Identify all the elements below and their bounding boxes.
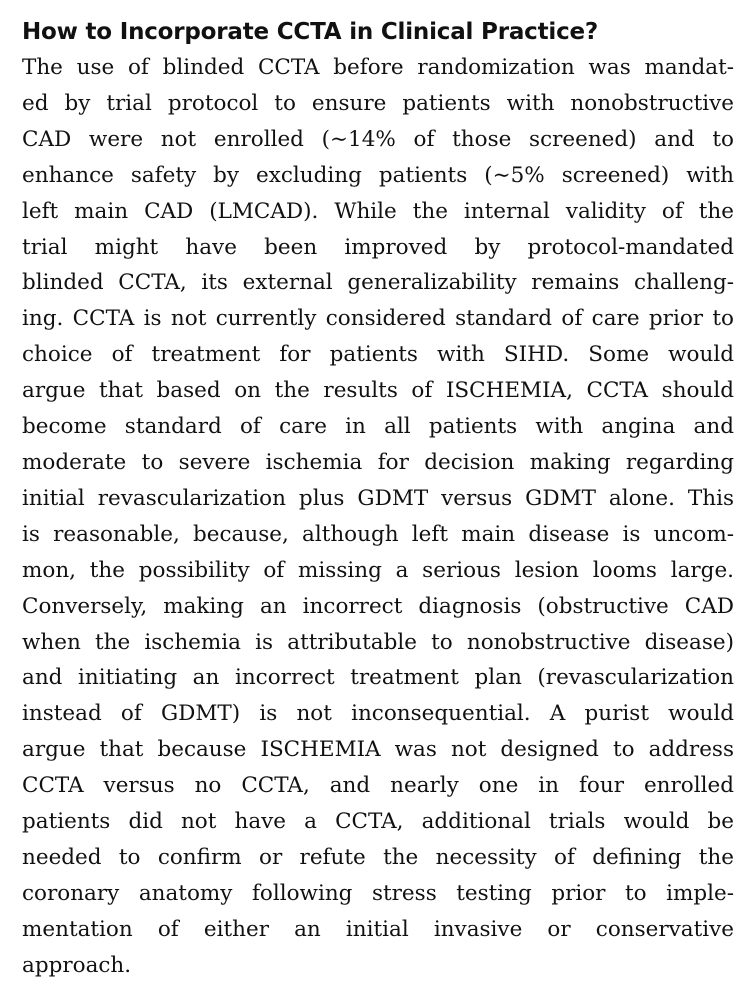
paragraph-line: instead of GDMT) is not inconsequential. A purist would [22,701,734,727]
paragraph-line: needed to confirm or refute the necessity of defining the [22,844,734,870]
section-paragraph [22,50,734,984]
paragraph-line: initial revascularization plus GDMT versus GDMT alone. This [22,485,734,511]
document-page [22,14,734,984]
paragraph-line: CCTA versus no CCTA, and nearly one in four enrolled [22,773,734,799]
paragraph-line: blinded CCTA, its external generalizability remains challeng- [22,270,734,296]
paragraph-line: mentation of either an initial invasive or conservative [22,916,734,942]
paragraph-line: choice of treatment for patients with SIHD. Some would [22,342,734,368]
paragraph-line: trial might have been improved by protocol-mandated [22,234,734,260]
section-heading: How to Incorporate CCTA in Clinical Practice? [22,19,599,45]
paragraph-line: when the ischemia is attributable to nonobstructive disease) [22,629,734,655]
paragraph-line: left main CAD (LMCAD). While the internal validity of the [22,198,734,224]
paragraph-line: enhance safety by excluding patients (∼5% screened) with [22,162,734,188]
paragraph-line: is reasonable, because, although left main disease is uncom- [22,521,734,547]
paragraph-line: The use of blinded CCTA before randomization was mandat- [22,55,734,80]
paragraph-line: approach. [22,952,132,978]
paragraph-line: ing. CCTA is not currently considered standard of care prior to [22,306,734,332]
paragraph-line: argue that based on the results of ISCHEMIA, CCTA should [22,378,734,404]
paragraph-line: moderate to severe ischemia for decision making regarding [22,449,734,475]
paragraph-line: CAD were not enrolled (∼14% of those screened) and to [22,126,734,152]
paragraph-line: mon, the possibility of missing a serious lesion looms large. [22,557,734,583]
paragraph-line: coronary anatomy following stress testing prior to imple- [22,880,734,906]
paragraph-line: ed by trial protocol to ensure patients with nonobstructive [22,90,734,116]
paragraph-line: become standard of care in all patients with angina and [22,414,734,440]
paragraph-line: Conversely, making an incorrect diagnosis (obstructive CAD [22,593,734,619]
paragraph-line: and initiating an incorrect treatment plan (revascularization [22,665,734,691]
paragraph-line: patients did not have a CCTA, additional trials would be [22,809,734,835]
paragraph-line: argue that because ISCHEMIA was not designed to address [22,737,734,763]
